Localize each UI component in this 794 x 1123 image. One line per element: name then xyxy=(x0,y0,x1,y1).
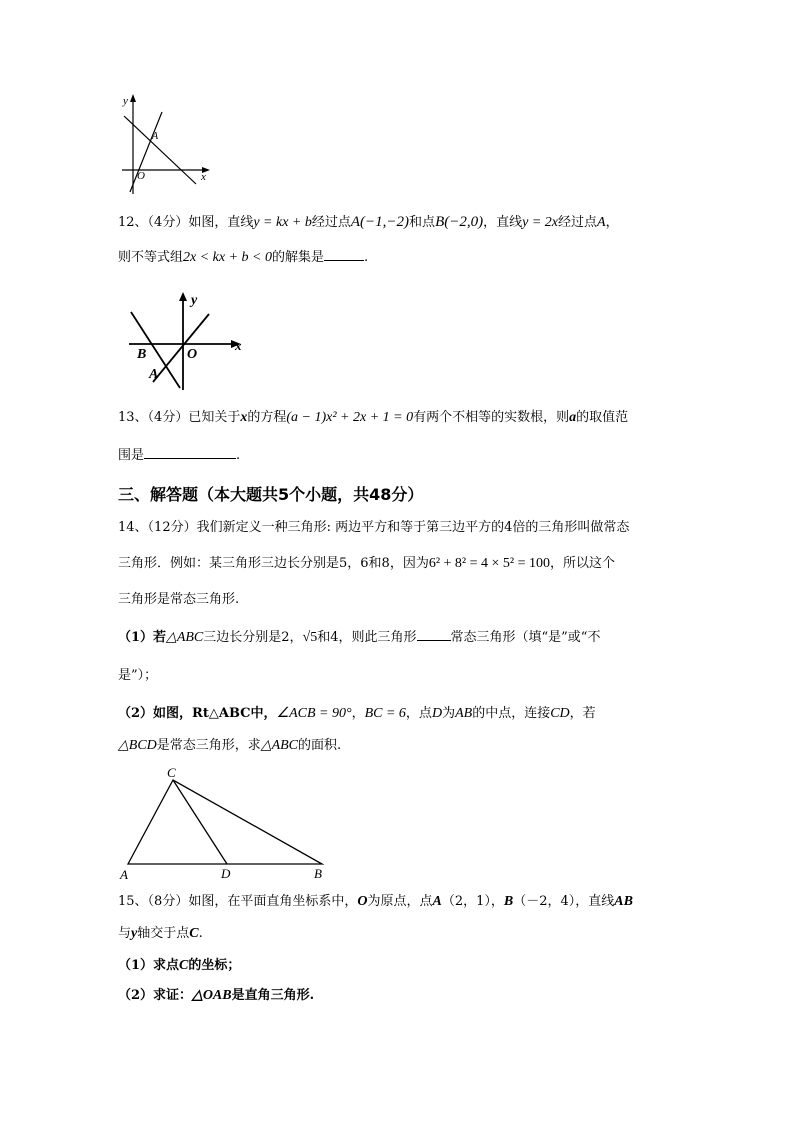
q14-line-2: 三角形．例如：某三角形三边长分别是5，6和8，因为6² + 8² = 4 × 5² = 100，所以这个 xyxy=(118,556,616,571)
q12-line-2: 则不等式组2x < kx + b < 0的解集是 . xyxy=(118,250,369,265)
fig1-A-label: A xyxy=(152,131,159,142)
fig1-O-label: O xyxy=(137,170,145,182)
q14-part1-line-1: （1）若△ABC三边长分别是2，√5和4，则此三角形 常态三角形（填“是”或“不 xyxy=(118,630,601,645)
q14-line-1: 14、（12分）我们新定义一种三角形: 两边平方和等于第三边平方的4倍的三角形叫做常态 xyxy=(118,520,630,535)
figure-1-graph xyxy=(110,92,220,197)
fig3-A-label: A xyxy=(120,867,128,882)
q14-part2-line-1: （2）如图，Rt△ABC中，∠ACB = 90°，BC = 6，点D为AB的中点，连接CD，若 xyxy=(118,706,596,721)
fig1-x-label: x xyxy=(201,171,206,183)
figure-2-graph xyxy=(125,288,255,393)
q13-answer-blank[interactable] xyxy=(144,446,236,459)
q12-line-1: 12、（4分）如图，直线y = kx + b经过点A(−1,−2)和点B(−2,0)，直线y = 2x经过点A， xyxy=(118,214,619,230)
fig2-B-label: B xyxy=(137,347,147,362)
q15-line-1: 15、（8分）如图，在平面直角坐标系中，O为原点，点A（2，1），B（－2，4），直线AB xyxy=(118,894,633,909)
fig2-y-label: y xyxy=(191,293,198,308)
section-3-heading: 三、解答题（本大题共5个小题，共48分） xyxy=(118,485,424,504)
fig3-B-label: B xyxy=(314,866,322,881)
fig3-C-label: C xyxy=(167,765,176,780)
q14-answer-blank[interactable] xyxy=(417,628,451,641)
fig1-y-label: y xyxy=(123,95,128,107)
fig2-O-label: O xyxy=(187,347,198,362)
q15-line-2: 与y轴交于点C. xyxy=(118,926,203,941)
figure-3-triangle xyxy=(115,762,335,884)
fig2-x-label: x xyxy=(235,338,242,353)
q15-part2: （2）求证：△OAB是直角三角形. xyxy=(118,988,315,1003)
fig2-A-label: A xyxy=(149,367,159,382)
q12-answer-blank[interactable] xyxy=(324,248,364,261)
fig3-D-label: D xyxy=(221,866,231,881)
q13-line-2: 围是 . xyxy=(118,448,241,463)
q14-line-3: 三角形是常态三角形. xyxy=(118,592,240,607)
q13-line-1: 13、（4分）已知关于x的方程(a − 1)x² + 2x + 1 = 0有两个不相等的实数根，则a的取值范 xyxy=(118,410,629,425)
q15-part1: （1）求点C的坐标； xyxy=(118,958,241,973)
q14-part1-line-2: 是”）； xyxy=(118,668,158,683)
q14-part2-line-2: △BCD是常态三角形，求△ABC的面积. xyxy=(118,738,342,753)
